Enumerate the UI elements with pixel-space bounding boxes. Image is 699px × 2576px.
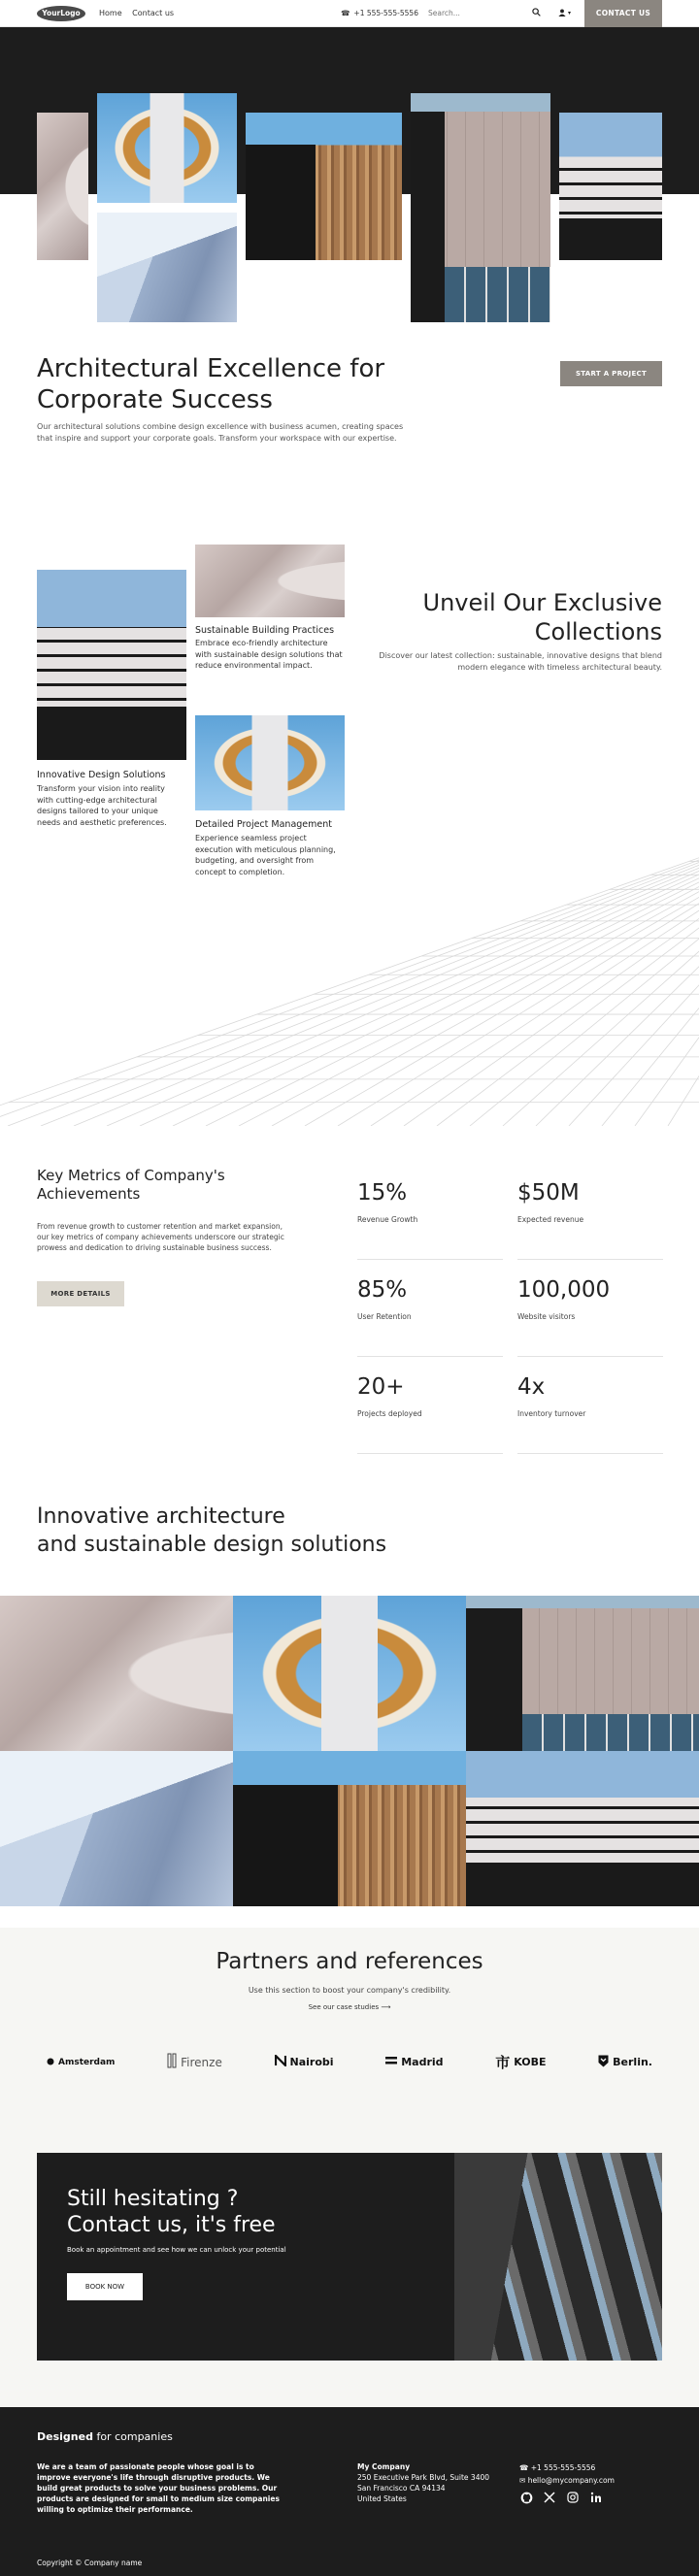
intro-title: Architectural Excellence for Corporate Success [37,354,385,414]
cta-title-line2: Contact us, it's free [67,2213,276,2237]
cta-section [0,2153,699,2407]
collections-subtitle: Discover our latest collection: sustainable, innovative designs that blend modern elegance with timeless architectural beauty. [379,651,662,672]
footer-address-line1: 250 Executive Park Blvd, Suite 3400 [357,2473,490,2482]
footer-email-address: hello@mycompany.com [527,2476,615,2485]
cta-photo [454,2153,662,2361]
intro-text: Our architectural solutions combine design excellence with business acumen, creating spaces that inspire and support your corporate goals. Transform your workspace with our expertise. [37,422,404,443]
card-text-project-management: Experience seamless project execution with meticulous planning, budgeting, and oversight from concept to completion. [195,834,336,876]
cta-subtitle: Book an appointment and see how we can unlock your potential [67,2246,286,2254]
cta-title [67,2186,319,2238]
partner-logo-amsterdam[interactable] [47,2056,115,2068]
phone-icon: ☎ [341,9,350,17]
metric-value: 4x [517,1374,546,1400]
card-title-innovative-design: Innovative Design Solutions [37,770,166,780]
metric-value: 15% [357,1180,408,1205]
cta-card [37,2153,662,2361]
card-title-sustainable-building: Sustainable Building Practices [195,625,335,636]
image-gallery [0,1596,699,1906]
main-nav [99,9,182,17]
gallery-photo-stripe [466,1751,699,1906]
partners-subtitle: Use this section to boost your company's credibility. [248,1986,451,1995]
metric-label: Projects deployed [357,1409,422,1418]
collections-title: Unveil Our Exclusive Collections [422,589,662,645]
instagram-icon[interactable] [566,2491,580,2504]
footer-company-name: My Company [357,2462,411,2471]
footer-title [37,2430,173,2443]
partners-section [0,1928,699,2153]
n-mark-icon [275,2055,286,2069]
innovative-title [37,1503,503,1559]
metric-inventory-turnover [517,1374,663,1454]
footer-country: United States [357,2494,407,2503]
columns-icon [167,2053,177,2071]
user-menu-button[interactable] [558,9,571,18]
hero-photo-cube-building [411,93,550,322]
footer-contact [519,2461,615,2487]
innovative-title-line1: Innovative architecture [37,1504,285,1529]
partner-logos [47,2052,652,2072]
partner-logo-nairobi[interactable] [275,2055,334,2069]
partner-name: Berlin. [613,2056,652,2068]
metric-label: Expected revenue [517,1215,584,1224]
gallery-photo-cube [466,1596,699,1751]
partner-name: Nairobi [289,2056,334,2068]
cta-title-line1: Still hesitating ? [67,2187,239,2211]
chevron-down-icon: ▾ [567,10,571,17]
footer-address [357,2461,489,2504]
partner-name: KOBE [514,2056,547,2068]
arrow-right-icon: ⟶ [381,2003,391,2011]
partner-logo-firenze[interactable] [167,2053,222,2071]
metric-value: $50M [517,1180,580,1205]
crest-icon [598,2055,609,2070]
gallery-photo-curve [0,1596,233,1751]
gallery-photo-blue [0,1751,233,1906]
metric-website-visitors [517,1277,663,1357]
linkedin-icon[interactable] [589,2491,603,2504]
site-footer [0,2407,699,2576]
card-text-innovative-design: Transform your vision into reality with cutting-edge architectural designs tailored to your unique needs and aesthetic preferences. [37,784,167,827]
innovative-section [0,1475,699,1928]
footer-description: We are a team of passionate people whose goal is to improve everyone's life through disruptive products. We build great products to solve your business problems. Our products are designed for small to medium size companies willing to optimize their performance. [37,2462,280,2514]
partner-logo-kobe[interactable] [495,2052,546,2072]
metric-label: Website visitors [517,1312,576,1321]
metric-value: 20+ [357,1374,405,1400]
card-image-sustainable-building [195,545,345,617]
metrics-description: From revenue growth to customer retention and market expansion, our key metrics of company achievements underscore our strategic prowess and dedication to driving sustainable business success. [37,1222,284,1252]
gallery-photo-tower [233,1596,466,1751]
perspective-grid-background [0,835,699,1126]
metric-user-retention [357,1277,503,1357]
card-image-project-management [195,715,345,810]
gallery-photo-wood [233,1751,466,1906]
hero-photo-wood-facade [246,113,402,260]
footer-phone[interactable] [519,2461,615,2474]
intro-section [0,330,699,514]
footer-address-line2: San Francisco CA 94134 [357,2484,446,2493]
card-image-innovative-design [37,570,186,760]
kanji-icon: 市 [495,2054,511,2071]
metric-projects-deployed [357,1374,503,1454]
more-details-button[interactable]: MORE DETAILS [37,1281,124,1306]
logo[interactable]: YourLogo [37,6,85,21]
nav-contact-us[interactable]: Contact us [132,9,175,17]
partner-name: Madrid [401,2056,444,2068]
metric-label: Inventory turnover [517,1409,586,1418]
hero-photo-striped-building [559,113,662,260]
footer-title-rest: for companies [96,2430,173,2443]
site-header [0,0,699,27]
start-project-button[interactable]: START A PROJECT [560,361,662,386]
dot-icon [47,2056,54,2068]
footer-email[interactable] [519,2474,615,2487]
phone-icon: ☎ [519,2463,529,2472]
hero-gallery [0,27,699,330]
metric-expected-revenue [517,1180,663,1260]
book-now-button[interactable]: BOOK NOW [67,2273,143,2300]
user-icon [558,9,566,18]
metric-label: Revenue Growth [357,1215,418,1224]
metric-revenue-growth [357,1180,503,1260]
social-links [519,2491,603,2504]
metrics-section [0,1126,699,1475]
metric-label: User Retention [357,1312,412,1321]
metrics-title: Key Metrics of Company's Achievements [37,1167,225,1203]
innovative-title-line2: and sustainable design solutions [37,1533,387,1557]
case-studies-link-label: See our case studies [308,2003,380,2011]
partner-logo-madrid[interactable] [385,2056,443,2068]
partners-title: Partners and references [216,1949,483,1974]
bars-icon [385,2056,397,2068]
hero-photo-tower [97,93,237,203]
partner-name: Firenze [181,2055,222,2069]
case-studies-link[interactable] [0,2003,699,2011]
envelope-icon: ✉ [519,2476,526,2485]
collections-section [0,514,699,1126]
search-input[interactable] [428,9,530,17]
header-phone[interactable] [341,9,418,17]
nav-home[interactable]: Home [99,9,122,17]
header-phone-number: +1 555-555-5556 [353,9,418,17]
header-right [341,0,699,26]
github-icon[interactable] [519,2491,533,2504]
hero-photo-blue-building [97,213,237,322]
card-text-sustainable-building: Embrace eco-friendly architecture with sustainable design solutions that reduce environmental impact. [195,639,343,670]
metric-value: 100,000 [517,1277,611,1303]
hero-photo-curve [37,113,88,260]
partner-name: Amsterdam [58,2057,116,2067]
metric-value: 85% [357,1277,408,1303]
copyright: Copyright © Company name [37,2559,143,2567]
card-title-project-management: Detailed Project Management [195,819,332,830]
x-icon[interactable] [543,2491,556,2504]
contact-us-button[interactable]: CONTACT US [584,0,662,27]
footer-title-bold: Designed [37,2430,93,2443]
search-icon[interactable] [532,8,541,19]
partner-logo-berlin[interactable] [598,2055,652,2070]
footer-phone-number: +1 555-555-5556 [530,2463,596,2472]
